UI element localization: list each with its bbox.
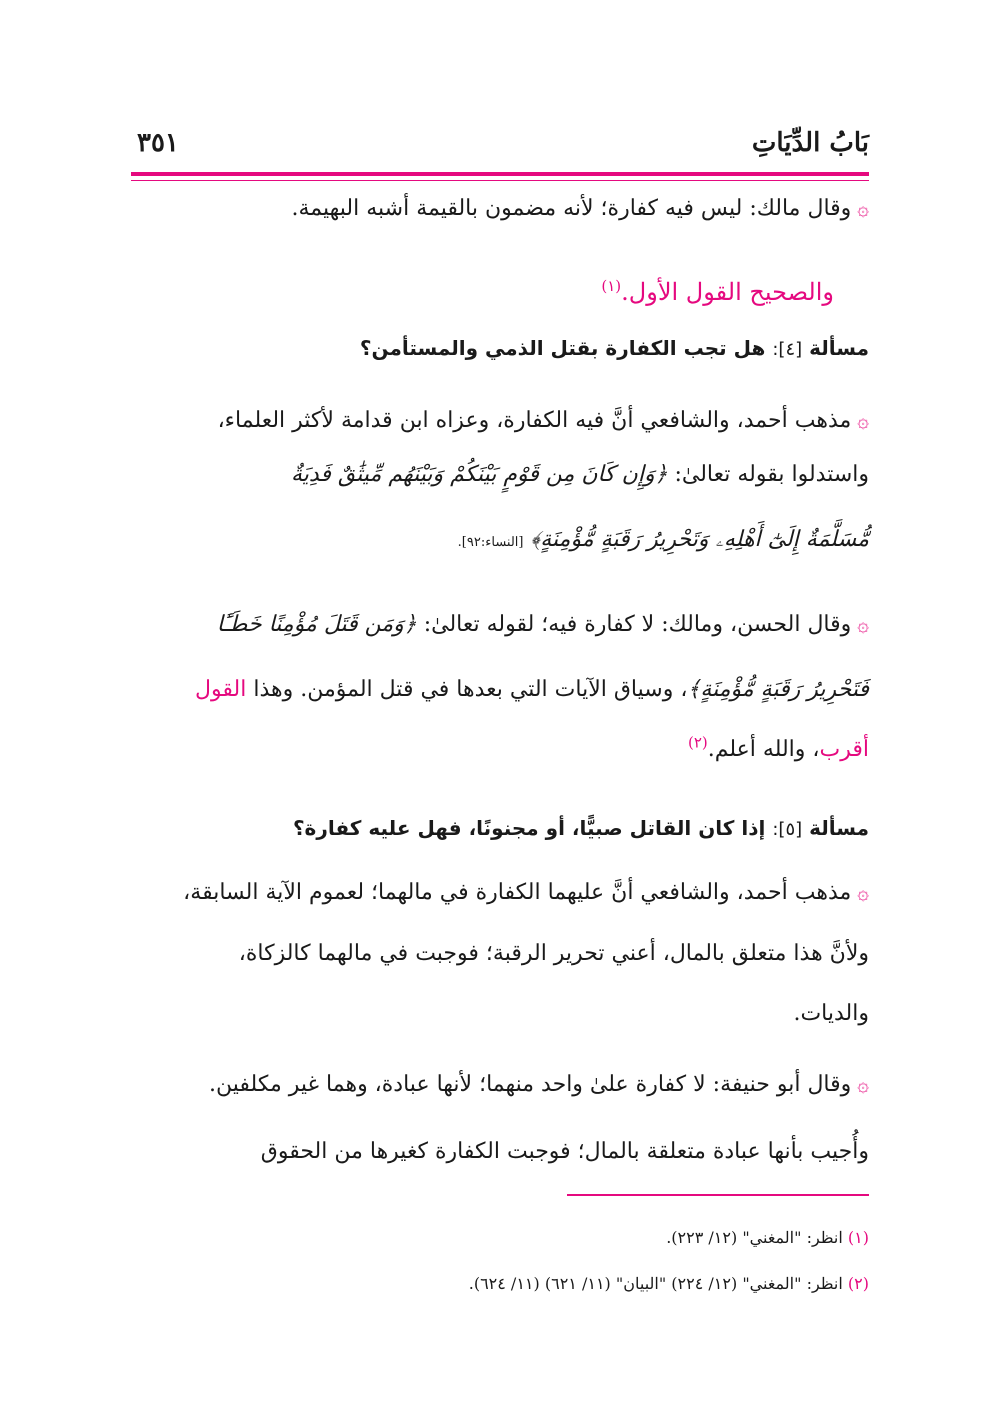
footnote-ref-2: (٢) xyxy=(687,733,708,752)
paragraph-text: ، والله أعلم. xyxy=(707,737,820,762)
question-4-heading xyxy=(135,328,869,370)
footnote-text: انظر: "المغني" (١٢/ ٢٢٤) "البيان" (١١/ ٦٢١) (١١/ ٦٢٤). xyxy=(468,1274,843,1293)
question-number: [٥]: xyxy=(772,819,803,840)
page-header xyxy=(131,128,869,168)
quran-verse: فَتَحْرِيرُ رَقَبَةٍ مُّؤْمِنَةٍ﴾ xyxy=(687,677,869,702)
chapter-title: بَابُ الدِّيَاتِ xyxy=(751,128,869,158)
question-label: مسألة xyxy=(809,816,869,840)
paragraph-correct-view xyxy=(100,272,834,312)
highlight-text: أقرب xyxy=(819,737,869,762)
verse-reference: [النساء:٩٢]. xyxy=(457,535,524,550)
page-number: ٣٥١ xyxy=(137,128,179,158)
question-text: إذا كان القاتل صبيًّا، أو مجنونًا، فهل عليه كفارة؟ xyxy=(292,816,766,840)
flower-marker-icon: ۞ xyxy=(857,612,869,636)
footnote-separator xyxy=(567,1194,869,1196)
header-rule-thin xyxy=(131,180,869,181)
paragraph-abu-hanifa xyxy=(135,1064,869,1105)
footnote-2 xyxy=(135,1272,869,1296)
paragraph-hasan-line-3 xyxy=(135,730,869,770)
footnote-1 xyxy=(135,1226,869,1250)
paragraph-text: ولأنَّ هذا متعلق بالمال، أعني تحرير الرقبة؛ فوجبت في مالهما كالزكاة، xyxy=(238,941,869,966)
correct-view-text: والصحيح القول الأول. xyxy=(621,278,834,306)
quran-verse: مُّسَلَّمَةٌ إِلَىٰٓ أَهْلِهِۦ وَتَحْرِيرُ رَقَبَةٍ مُّؤْمِنَةٍ﴾ xyxy=(530,527,869,552)
question-text: هل تجب الكفارة بقتل الذمي والمستأمن؟ xyxy=(359,336,766,360)
paragraph-hasan-line-1 xyxy=(135,604,869,645)
footnote-number: (١) xyxy=(847,1228,869,1247)
highlight-text: القول xyxy=(195,677,247,702)
paragraph-text: وقال مالك: ليس فيه كفارة؛ لأنه مضمون بالقيمة أشبه البهيمة. xyxy=(291,196,852,221)
paragraph-text: وأُجيب بأنها عبادة متعلقة بالمال؛ فوجبت الكفارة كغيرها من الحقوق xyxy=(260,1139,869,1164)
paragraph-response xyxy=(135,1132,869,1172)
flower-marker-icon: ۞ xyxy=(857,1072,869,1096)
paragraph-text: والديات. xyxy=(793,1001,869,1026)
header-rule-thick xyxy=(131,172,869,176)
flower-marker-icon: ۞ xyxy=(857,196,869,220)
paragraph-text: مذهب أحمد، والشافعي أنَّ فيه الكفارة، وعزاه ابن قدامة لأكثر العلماء، xyxy=(217,408,852,433)
footnote-text: انظر: "المغني" (١٢/ ٢٢٣). xyxy=(666,1228,843,1247)
paragraph-ahmad-1-line-2 xyxy=(135,455,869,495)
paragraph-ahmad-1-line-3 xyxy=(135,520,869,563)
flower-marker-icon: ۞ xyxy=(857,880,869,904)
paragraph-text: ، وسياق الآيات التي بعدها في قتل المؤمن. وهذا xyxy=(253,677,688,702)
footnote-number: (٢) xyxy=(847,1274,869,1293)
flower-marker-icon: ۞ xyxy=(857,408,869,432)
paragraph-ahmad-2-line-2 xyxy=(135,934,869,974)
question-number: [٤]: xyxy=(772,339,803,360)
paragraph-ahmad-1-line-1 xyxy=(135,400,869,441)
quran-verse: ﴿وَإِن كَانَ مِن قَوْمٍ بَيْنَكُمْ وَبَيْنَهُم مِّيثَٰقٌ فَدِيَةٌ xyxy=(290,462,668,487)
footnote-ref-1: (١) xyxy=(601,277,622,295)
paragraph-text: وقال أبو حنيفة: لا كفارة علىٰ واحد منهما؛ لأنها عبادة، وهما غير مكلفين. xyxy=(209,1072,852,1097)
paragraph-malik-view xyxy=(135,188,869,229)
paragraph-text: وقال الحسن، ومالك: لا كفارة فيه؛ لقوله تعالىٰ: xyxy=(423,612,852,637)
paragraph-text: مذهب أحمد، والشافعي أنَّ عليهما الكفارة في مالهما؛ لعموم الآية السابقة، xyxy=(183,880,852,905)
paragraph-ahmad-2-line-1 xyxy=(135,872,869,913)
paragraph-text: واستدلوا بقوله تعالىٰ: xyxy=(674,462,869,487)
paragraph-ahmad-2-line-3 xyxy=(135,994,869,1034)
question-5-heading xyxy=(135,808,869,850)
question-label: مسألة xyxy=(809,336,869,360)
quran-verse: ﴿وَمَن قَتَلَ مُؤْمِنًا خَطَـًٔا xyxy=(216,612,417,637)
paragraph-hasan-line-2 xyxy=(135,670,869,710)
